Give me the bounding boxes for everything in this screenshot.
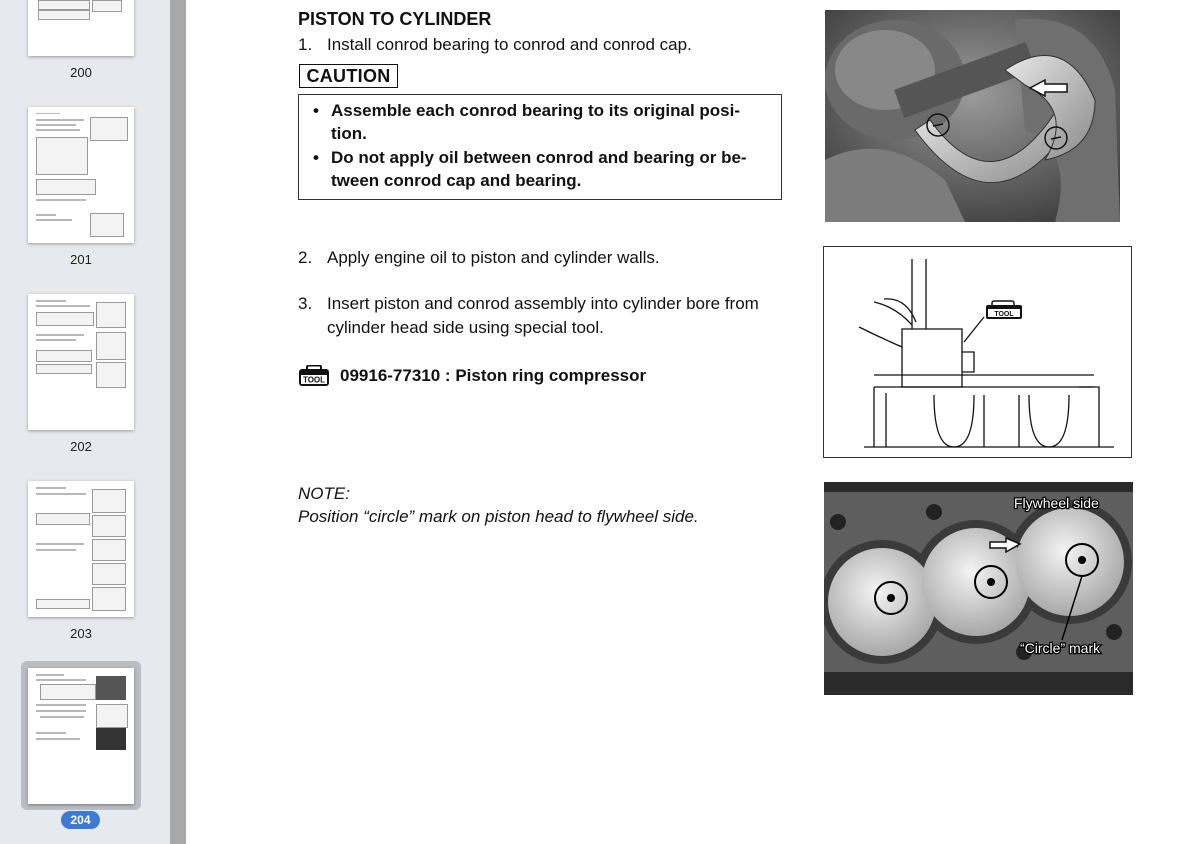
bullet-icon: • bbox=[313, 148, 319, 167]
figure-cylinder-block-photo bbox=[824, 482, 1133, 695]
note-text: Position “circle” mark on piston head to flywheel side. bbox=[298, 507, 699, 526]
bullet-icon: • bbox=[313, 101, 319, 120]
caution-item-2-line-2: tween conrod cap and bearing. bbox=[331, 171, 582, 190]
step-3-text-line-2: cylinder head side using special tool. bbox=[327, 318, 604, 337]
figure-conrod-bearing-photo bbox=[825, 10, 1120, 222]
caution-item-2-line-1: Do not apply oil between conrod and bearing or be- bbox=[331, 148, 747, 167]
page-thumbnail-201[interactable] bbox=[28, 107, 134, 243]
page-thumbnail-202[interactable] bbox=[28, 294, 134, 430]
step-1-number: 1. bbox=[298, 35, 313, 54]
page-label-203[interactable]: 203 bbox=[70, 626, 92, 641]
caution-box bbox=[298, 94, 782, 200]
page-label-201[interactable]: 201 bbox=[70, 252, 92, 267]
step-2-text: Apply engine oil to piston and cylinder walls. bbox=[327, 248, 660, 267]
tool-icon-label: TOOL bbox=[302, 375, 326, 385]
page-label-204[interactable]: 204 bbox=[61, 811, 100, 829]
page-thumbnail-200[interactable] bbox=[28, 0, 134, 56]
section-title: PISTON TO CYLINDER bbox=[298, 9, 492, 29]
caution-item-1-line-2: tion. bbox=[331, 124, 367, 143]
circle-mark-label: “Circle” mark bbox=[1020, 640, 1101, 656]
tool-spec-text: 09916-77310 : Piston ring compressor bbox=[340, 366, 647, 385]
caution-item-1-line-1: Assemble each conrod bearing to its original posi- bbox=[331, 101, 741, 120]
page-thumbnail-204[interactable] bbox=[28, 668, 134, 804]
step-3-number: 3. bbox=[298, 294, 313, 313]
sidebar-scrollbar[interactable] bbox=[170, 0, 186, 844]
page-label-200[interactable]: 200 bbox=[70, 65, 92, 80]
caution-label: CAUTION bbox=[299, 64, 398, 88]
thumbnail-sidebar[interactable] bbox=[0, 0, 170, 844]
step-3-text-line-1: Insert piston and conrod assembly into cylinder bore from bbox=[327, 294, 759, 313]
tool-icon bbox=[298, 365, 330, 387]
flywheel-side-label: Flywheel side bbox=[1014, 495, 1099, 511]
step-1-text: Install conrod bearing to conrod and conrod cap. bbox=[327, 35, 692, 54]
page-label-202[interactable]: 202 bbox=[70, 439, 92, 454]
page-thumbnail-203[interactable] bbox=[28, 481, 134, 617]
figure-tool-label: TOOL bbox=[994, 311, 1014, 318]
step-2-number: 2. bbox=[298, 248, 313, 267]
note-title: NOTE: bbox=[298, 484, 350, 503]
figure-piston-insertion-drawing bbox=[823, 246, 1132, 458]
